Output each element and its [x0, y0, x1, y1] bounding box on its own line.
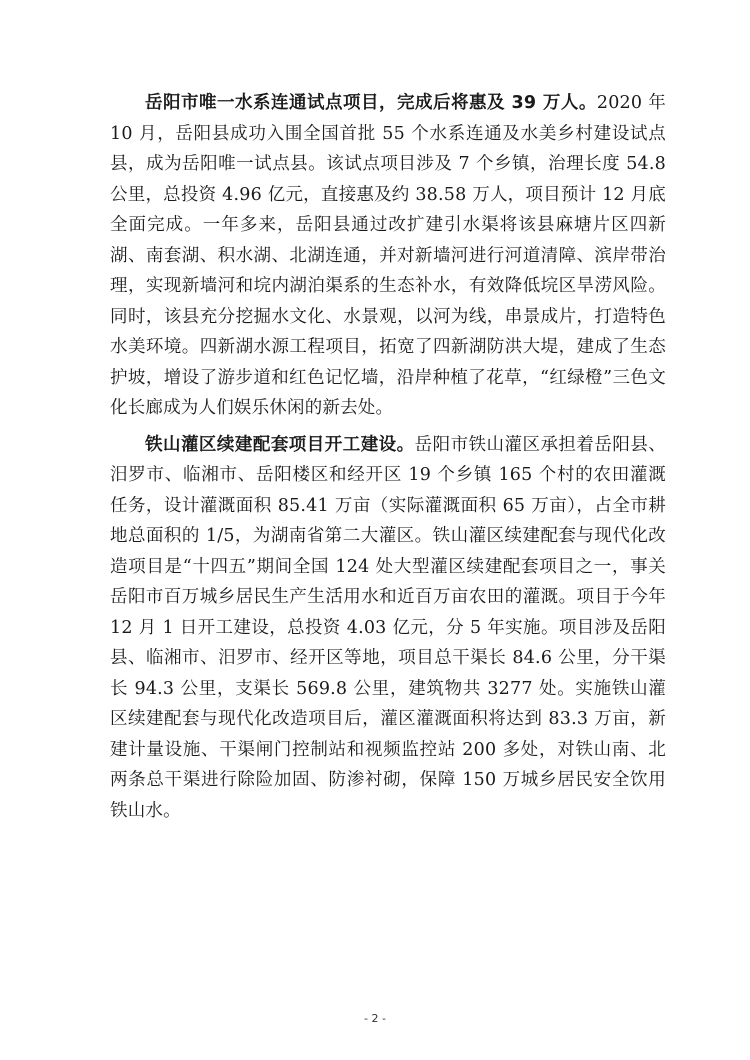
paragraph-heading: 岳阳市唯一水系连通试点项目，完成后将惠及 39 万人。 [145, 93, 597, 113]
page-number: - 2 - [364, 1012, 386, 1025]
paragraph-body: 岳阳市铁山灌区承担着岳阳县、汨罗市、临湘市、岳阳楼区和经开区 19 个乡镇 165 个村的农田灌溉任务，设计灌溉面积 85.41 万亩（实际灌溉面积 65 万亩），占全市耕地总面积的 1/5，为湖南省第二大灌区。铁山灌区续建配套与现代化改造项目是“十四五”期间全国 124 处大型灌区续建配套项目之一，事关岳阳市百万城乡居民生产生活用水和近百万亩农田的灌溉。项目于今年 12 月 1 日开工建设，总投资 4.03 亿元，分 5 年实施。项目涉及岳阳县、临湘市、汨罗市、经开区等地，项目总干渠长 84.6 公里，分干渠长 94.3 公里，支渠长 569.8 公里，建筑物共 3277 处。实施铁山灌区续建配套与现代化改造项目后，灌区灌溉面积将达到 83.3 万亩，新建计量设施、干渠闸门控制站和视频监控站 200 多处，对铁山南、北两条总干渠进行除险加固、防渗衬砌，保障 150 万城乡居民安全饮用铁山水。 [110, 434, 666, 821]
paragraph-body: 2020 年 10 月，岳阳县成功入围全国首批 55 个水系连通及水美乡村建设试点县，成为岳阳唯一试点县。该试点项目涉及 7 个乡镇，治理长度 54.8 公里，总投资 4.96 亿元，直接惠及约 38.58 万人，项目预计 12 月底全面完成。一年多来，岳阳县通过改扩建引水渠将该县麻塘片区四新湖、南套湖、积水湖、北湖连通，并对新墙河进行河道清障、滨岸带治理，实现新墙河和垸内湖泊渠系的生态补水，有效降低垸区旱涝风险。同时，该县充分挖掘水文化、水景观，以河为线，串景成片，打造特色水美环境。四新湖水源工程项目，拓宽了四新湖防洪大堤，建成了生态护坡，增设了游步道和红色记忆墙，沿岸种植了花草，“红绿橙”三色文化长廊成为人们娱乐休闲的新去处。 [110, 93, 666, 418]
document-page [110, 88, 666, 826]
paragraph-heading: 铁山灌区续建配套项目开工建设。 [145, 434, 415, 455]
paragraph-water-connection [110, 88, 666, 424]
paragraph-tieshan-irrigation [110, 430, 666, 827]
